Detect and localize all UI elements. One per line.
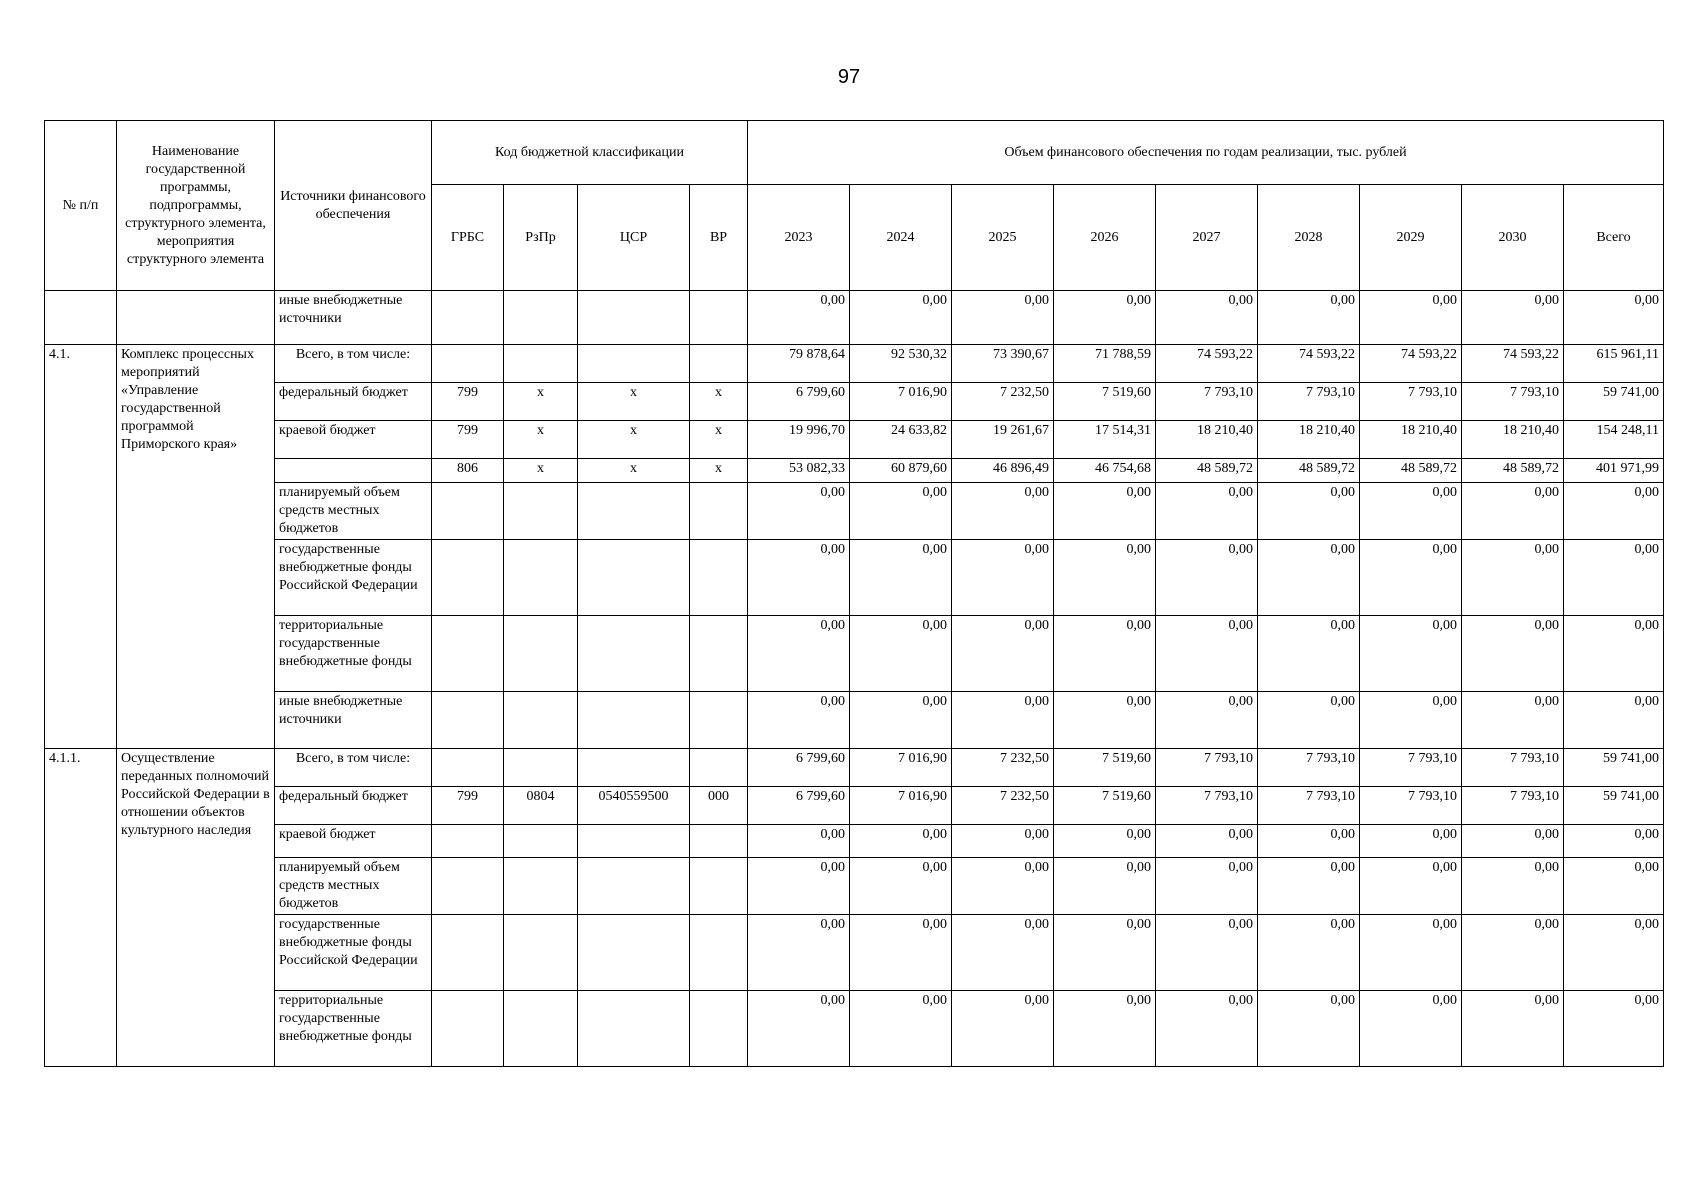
- funding-source: государственные внебюджетные фонды Российской Федерации: [275, 540, 432, 616]
- year-value: 7 793,10: [1156, 749, 1258, 787]
- total-value: 0,00: [1564, 915, 1664, 991]
- year-value: 0,00: [1156, 915, 1258, 991]
- rzpr-code: x: [504, 421, 578, 459]
- year-value: 0,00: [850, 825, 952, 858]
- grbs-code: 799: [432, 383, 504, 421]
- year-value: 24 633,82: [850, 421, 952, 459]
- year-value: 7 793,10: [1360, 749, 1462, 787]
- table-row: [45, 483, 1664, 540]
- year-value: 0,00: [748, 616, 850, 692]
- year-value: 74 593,22: [1360, 345, 1462, 383]
- year-value: 0,00: [1156, 616, 1258, 692]
- funding-source: территориальные государственные внебюджетные фонды: [275, 991, 432, 1067]
- total-value: 0,00: [1564, 692, 1664, 749]
- year-value: 18 210,40: [1360, 421, 1462, 459]
- year-value: 48 589,72: [1258, 459, 1360, 483]
- year-value: 0,00: [850, 616, 952, 692]
- grbs-code: [432, 825, 504, 858]
- header-year-2027: 2027: [1156, 185, 1258, 291]
- rzpr-code: [504, 345, 578, 383]
- csr-code: [578, 692, 690, 749]
- year-value: 0,00: [1462, 858, 1564, 915]
- year-value: 7 793,10: [1156, 383, 1258, 421]
- year-value: 0,00: [1258, 991, 1360, 1067]
- item-name: [117, 291, 275, 345]
- row-number: [45, 291, 117, 345]
- year-value: 0,00: [850, 858, 952, 915]
- table-header: [45, 121, 1664, 291]
- grbs-code: [432, 291, 504, 345]
- year-value: 0,00: [1360, 991, 1462, 1067]
- table-row: [45, 692, 1664, 749]
- table-row: [45, 540, 1664, 616]
- year-value: 0,00: [1156, 991, 1258, 1067]
- year-value: 0,00: [1360, 616, 1462, 692]
- year-value: 71 788,59: [1054, 345, 1156, 383]
- year-value: 0,00: [1258, 540, 1360, 616]
- year-value: 7 232,50: [952, 787, 1054, 825]
- year-value: 0,00: [850, 291, 952, 345]
- vr-code: [690, 540, 748, 616]
- vr-code: [690, 345, 748, 383]
- total-value: 0,00: [1564, 616, 1664, 692]
- funding-source: федеральный бюджет: [275, 787, 432, 825]
- row-number: 4.1.1.: [45, 749, 117, 1067]
- grbs-code: [432, 345, 504, 383]
- year-value: 0,00: [1258, 483, 1360, 540]
- year-value: 0,00: [1156, 483, 1258, 540]
- budget-table: [44, 120, 1664, 1067]
- page-number: 97: [837, 66, 861, 88]
- year-value: 46 754,68: [1054, 459, 1156, 483]
- funding-source: краевой бюджет: [275, 421, 432, 459]
- grbs-code: [432, 540, 504, 616]
- year-value: 0,00: [850, 483, 952, 540]
- table-row: [45, 345, 1664, 383]
- funding-source: планируемый объем средств местных бюджетов: [275, 858, 432, 915]
- year-value: 0,00: [1258, 616, 1360, 692]
- year-value: 0,00: [1258, 858, 1360, 915]
- year-value: 48 589,72: [1360, 459, 1462, 483]
- grbs-code: [432, 692, 504, 749]
- vr-code: [690, 483, 748, 540]
- year-value: 79 878,64: [748, 345, 850, 383]
- year-value: 0,00: [1156, 291, 1258, 345]
- item-name: Комплекс процессных мероприятий «Управление государственной программой Приморского края»: [117, 345, 275, 749]
- year-value: 0,00: [748, 483, 850, 540]
- vr-code: [690, 825, 748, 858]
- total-value: 615 961,11: [1564, 345, 1664, 383]
- year-value: 19 261,67: [952, 421, 1054, 459]
- csr-code: [578, 915, 690, 991]
- year-value: 0,00: [1156, 540, 1258, 616]
- year-value: 0,00: [1054, 825, 1156, 858]
- year-value: 0,00: [850, 991, 952, 1067]
- year-value: 0,00: [1360, 692, 1462, 749]
- grbs-code: 799: [432, 787, 504, 825]
- grbs-code: [432, 616, 504, 692]
- year-value: 0,00: [748, 291, 850, 345]
- csr-code: [578, 540, 690, 616]
- year-value: 73 390,67: [952, 345, 1054, 383]
- funding-source: государственные внебюджетные фонды Российской Федерации: [275, 915, 432, 991]
- funding-source: краевой бюджет: [275, 825, 432, 858]
- csr-code: [578, 749, 690, 787]
- year-value: 0,00: [1462, 483, 1564, 540]
- year-value: 18 210,40: [1156, 421, 1258, 459]
- year-value: 0,00: [1258, 291, 1360, 345]
- header-code-rzpr: РзПр: [504, 185, 578, 291]
- csr-code: x: [578, 421, 690, 459]
- vr-code: [690, 749, 748, 787]
- csr-code: x: [578, 459, 690, 483]
- funding-source: Всего, в том числе:: [275, 749, 432, 787]
- funding-source: [275, 459, 432, 483]
- year-value: 0,00: [850, 540, 952, 616]
- vr-code: [690, 991, 748, 1067]
- rzpr-code: [504, 616, 578, 692]
- header-code-group: Код бюджетной классификации: [432, 121, 748, 185]
- year-value: 7 519,60: [1054, 383, 1156, 421]
- year-value: 0,00: [1360, 291, 1462, 345]
- year-value: 0,00: [1462, 616, 1564, 692]
- funding-source: планируемый объем средств местных бюджетов: [275, 483, 432, 540]
- year-value: 53 082,33: [748, 459, 850, 483]
- table-row: [45, 291, 1664, 345]
- year-value: 0,00: [748, 692, 850, 749]
- year-value: 6 799,60: [748, 749, 850, 787]
- csr-code: [578, 483, 690, 540]
- vr-code: [690, 915, 748, 991]
- row-number: 4.1.: [45, 345, 117, 749]
- year-value: 18 210,40: [1258, 421, 1360, 459]
- rzpr-code: [504, 692, 578, 749]
- year-value: 48 589,72: [1156, 459, 1258, 483]
- year-value: 19 996,70: [748, 421, 850, 459]
- table-row: [45, 749, 1664, 787]
- header-total: Всего: [1564, 185, 1664, 291]
- table-row: [45, 991, 1664, 1067]
- year-value: 0,00: [1360, 825, 1462, 858]
- year-value: 0,00: [952, 858, 1054, 915]
- header-year-2023: 2023: [748, 185, 850, 291]
- total-value: 59 741,00: [1564, 749, 1664, 787]
- year-value: 0,00: [952, 825, 1054, 858]
- year-value: 0,00: [748, 915, 850, 991]
- year-value: 0,00: [1156, 825, 1258, 858]
- funding-source: Всего, в том числе:: [275, 345, 432, 383]
- table-row: [45, 915, 1664, 991]
- year-value: 7 793,10: [1258, 787, 1360, 825]
- year-value: 0,00: [952, 540, 1054, 616]
- total-value: 0,00: [1564, 291, 1664, 345]
- header-year-2029: 2029: [1360, 185, 1462, 291]
- header-year-2024: 2024: [850, 185, 952, 291]
- total-value: 0,00: [1564, 540, 1664, 616]
- item-name: Осуществление переданных полномочий Российской Федерации в отношении объектов культурного наследия: [117, 749, 275, 1067]
- vr-code: x: [690, 421, 748, 459]
- year-value: 0,00: [1462, 915, 1564, 991]
- year-value: 17 514,31: [1054, 421, 1156, 459]
- table-row: [45, 787, 1664, 825]
- year-value: 0,00: [952, 483, 1054, 540]
- year-value: 7 793,10: [1258, 383, 1360, 421]
- header-amount-group: Объем финансового обеспечения по годам реализации, тыс. рублей: [748, 121, 1664, 185]
- vr-code: [690, 616, 748, 692]
- grbs-code: [432, 749, 504, 787]
- year-value: 0,00: [1054, 915, 1156, 991]
- year-value: 74 593,22: [1156, 345, 1258, 383]
- year-value: 0,00: [1156, 858, 1258, 915]
- year-value: 7 016,90: [850, 787, 952, 825]
- rzpr-code: [504, 483, 578, 540]
- year-value: 60 879,60: [850, 459, 952, 483]
- year-value: 0,00: [1360, 483, 1462, 540]
- vr-code: [690, 291, 748, 345]
- year-value: 7 793,10: [1360, 383, 1462, 421]
- year-value: 0,00: [1156, 692, 1258, 749]
- total-value: 59 741,00: [1564, 787, 1664, 825]
- year-value: 0,00: [1462, 291, 1564, 345]
- year-value: 0,00: [1054, 291, 1156, 345]
- table-row: [45, 858, 1664, 915]
- year-value: 0,00: [748, 825, 850, 858]
- table-row: [45, 383, 1664, 421]
- year-value: 18 210,40: [1462, 421, 1564, 459]
- year-value: 0,00: [850, 692, 952, 749]
- csr-code: [578, 825, 690, 858]
- year-value: 6 799,60: [748, 787, 850, 825]
- year-value: 7 793,10: [1156, 787, 1258, 825]
- year-value: 0,00: [952, 915, 1054, 991]
- rzpr-code: [504, 915, 578, 991]
- grbs-code: [432, 483, 504, 540]
- rzpr-code: [504, 291, 578, 345]
- year-value: 0,00: [1054, 991, 1156, 1067]
- table-row: [45, 421, 1664, 459]
- total-value: 0,00: [1564, 825, 1664, 858]
- year-value: 0,00: [1462, 825, 1564, 858]
- year-value: 46 896,49: [952, 459, 1054, 483]
- table-body: [45, 291, 1664, 1067]
- csr-code: [578, 345, 690, 383]
- header-num: № п/п: [45, 121, 117, 291]
- year-value: 0,00: [1258, 915, 1360, 991]
- year-value: 0,00: [1360, 858, 1462, 915]
- grbs-code: [432, 858, 504, 915]
- header-year-2028: 2028: [1258, 185, 1360, 291]
- total-value: 59 741,00: [1564, 383, 1664, 421]
- rzpr-code: [504, 991, 578, 1067]
- vr-code: x: [690, 383, 748, 421]
- total-value: 0,00: [1564, 991, 1664, 1067]
- vr-code: x: [690, 459, 748, 483]
- year-value: 74 593,22: [1258, 345, 1360, 383]
- rzpr-code: [504, 858, 578, 915]
- year-value: 7 232,50: [952, 383, 1054, 421]
- total-value: 154 248,11: [1564, 421, 1664, 459]
- year-value: 0,00: [1054, 483, 1156, 540]
- rzpr-code: [504, 749, 578, 787]
- total-value: 0,00: [1564, 858, 1664, 915]
- vr-code: [690, 692, 748, 749]
- rzpr-code: x: [504, 383, 578, 421]
- csr-code: [578, 616, 690, 692]
- header-name: Наименование государственной программы, подпрограммы, структурного элемента, мероприятия структурного элемента: [117, 121, 275, 291]
- year-value: 0,00: [1360, 540, 1462, 616]
- csr-code: [578, 291, 690, 345]
- year-value: 0,00: [1258, 825, 1360, 858]
- funding-source: иные внебюджетные источники: [275, 291, 432, 345]
- year-value: 7 016,90: [850, 383, 952, 421]
- year-value: 0,00: [748, 540, 850, 616]
- header-code-vr: ВР: [690, 185, 748, 291]
- total-value: 0,00: [1564, 483, 1664, 540]
- grbs-code: 806: [432, 459, 504, 483]
- year-value: 7 793,10: [1258, 749, 1360, 787]
- grbs-code: [432, 991, 504, 1067]
- year-value: 7 519,60: [1054, 749, 1156, 787]
- year-value: 7 232,50: [952, 749, 1054, 787]
- csr-code: 0540559500: [578, 787, 690, 825]
- header-sources: Источники финансового обеспечения: [275, 121, 432, 291]
- grbs-code: [432, 915, 504, 991]
- year-value: 0,00: [1462, 991, 1564, 1067]
- vr-code: 000: [690, 787, 748, 825]
- year-value: 0,00: [1054, 616, 1156, 692]
- csr-code: x: [578, 383, 690, 421]
- header-code-csr: ЦСР: [578, 185, 690, 291]
- year-value: 7 793,10: [1462, 787, 1564, 825]
- year-value: 48 589,72: [1462, 459, 1564, 483]
- year-value: 7 016,90: [850, 749, 952, 787]
- funding-source: иные внебюджетные источники: [275, 692, 432, 749]
- year-value: 0,00: [1462, 540, 1564, 616]
- year-value: 0,00: [1054, 540, 1156, 616]
- rzpr-code: x: [504, 459, 578, 483]
- year-value: 0,00: [1360, 915, 1462, 991]
- year-value: 74 593,22: [1462, 345, 1564, 383]
- year-value: 0,00: [748, 858, 850, 915]
- year-value: 0,00: [952, 616, 1054, 692]
- year-value: 0,00: [952, 692, 1054, 749]
- year-value: 0,00: [1258, 692, 1360, 749]
- year-value: 7 793,10: [1462, 749, 1564, 787]
- vr-code: [690, 858, 748, 915]
- grbs-code: 799: [432, 421, 504, 459]
- year-value: 92 530,32: [850, 345, 952, 383]
- rzpr-code: [504, 540, 578, 616]
- table-row: [45, 616, 1664, 692]
- year-value: 6 799,60: [748, 383, 850, 421]
- table-row: [45, 459, 1664, 483]
- header-year-2030: 2030: [1462, 185, 1564, 291]
- csr-code: [578, 991, 690, 1067]
- csr-code: [578, 858, 690, 915]
- table-row: [45, 825, 1664, 858]
- funding-source: территориальные государственные внебюджетные фонды: [275, 616, 432, 692]
- year-value: 0,00: [850, 915, 952, 991]
- year-value: 0,00: [952, 291, 1054, 345]
- year-value: 0,00: [1054, 692, 1156, 749]
- header-code-grbs: ГРБС: [432, 185, 504, 291]
- year-value: 7 793,10: [1462, 383, 1564, 421]
- year-value: 0,00: [1054, 858, 1156, 915]
- year-value: 0,00: [952, 991, 1054, 1067]
- year-value: 0,00: [1462, 692, 1564, 749]
- year-value: 0,00: [748, 991, 850, 1067]
- total-value: 401 971,99: [1564, 459, 1664, 483]
- year-value: 7 793,10: [1360, 787, 1462, 825]
- header-year-2025: 2025: [952, 185, 1054, 291]
- funding-source: федеральный бюджет: [275, 383, 432, 421]
- year-value: 7 519,60: [1054, 787, 1156, 825]
- rzpr-code: [504, 825, 578, 858]
- rzpr-code: 0804: [504, 787, 578, 825]
- header-year-2026: 2026: [1054, 185, 1156, 291]
